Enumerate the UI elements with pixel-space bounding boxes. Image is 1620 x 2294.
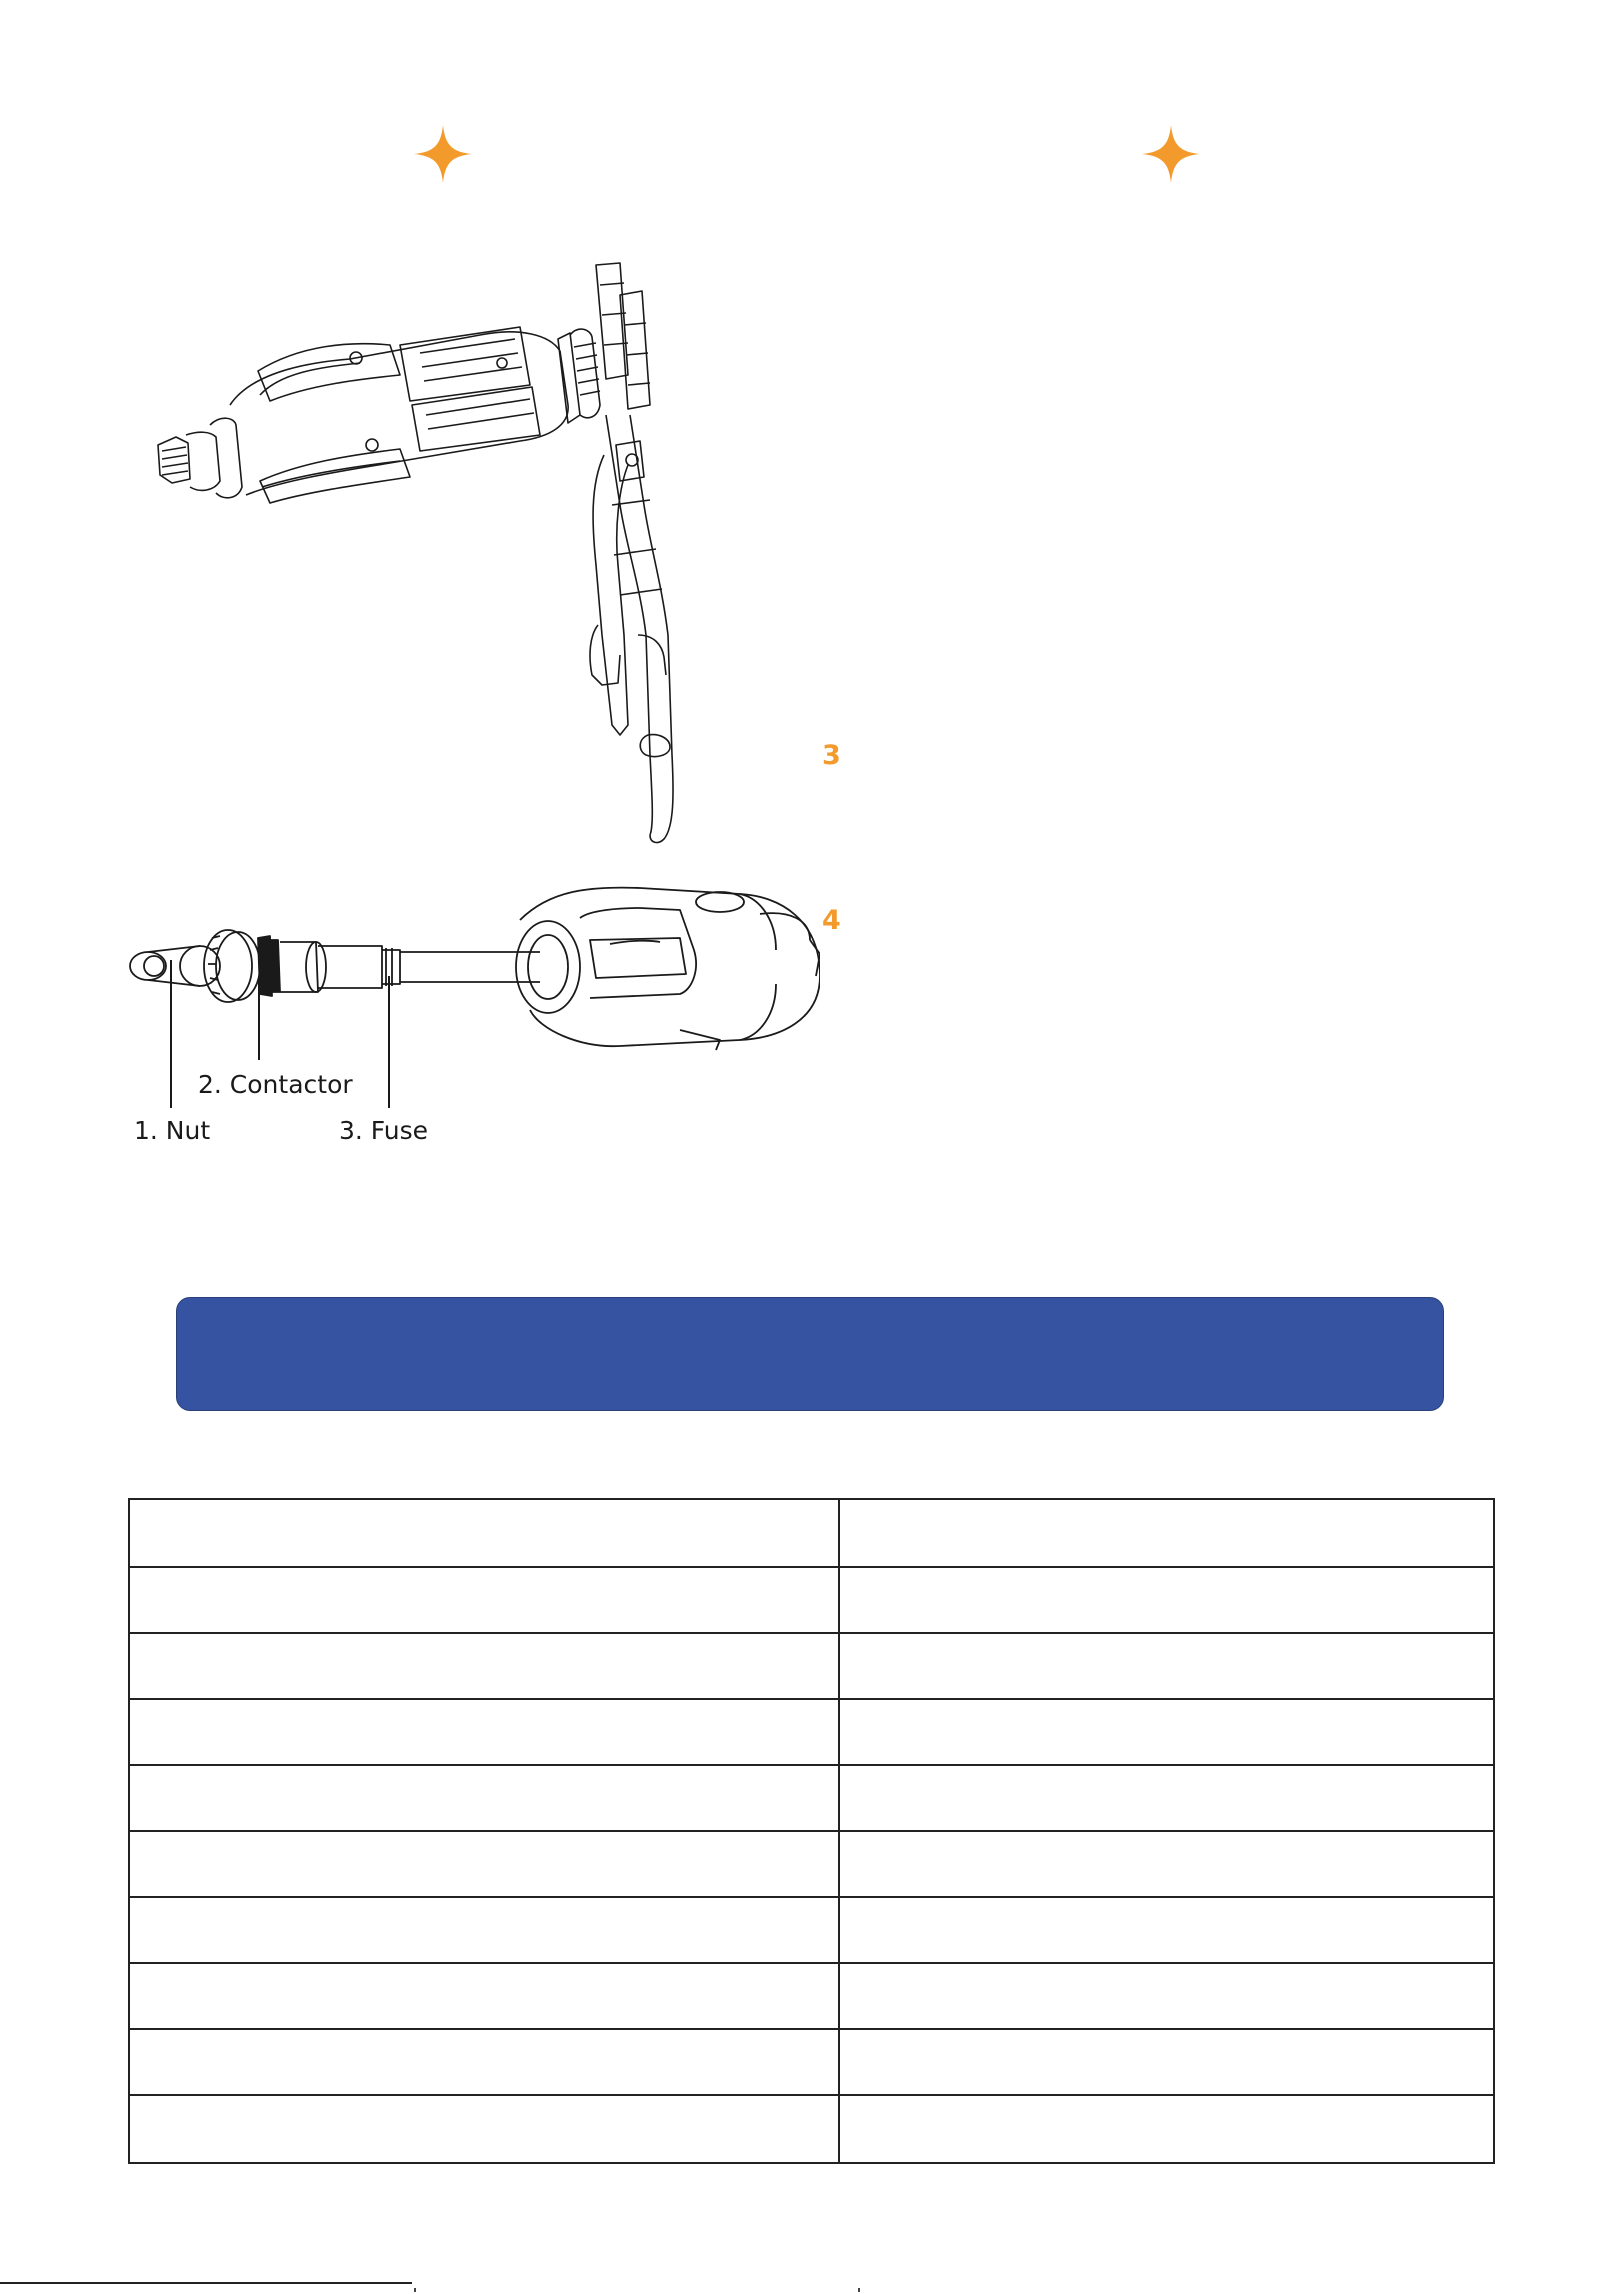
table-row [129, 1765, 1494, 1831]
leader-line-nut [170, 960, 172, 1108]
specification-table-body [129, 1499, 1494, 2163]
table-cell [839, 1831, 1494, 1897]
star-shape [1142, 125, 1200, 183]
step-number-3: 3 [822, 740, 841, 771]
plug-parts-illustration [120, 880, 820, 1060]
table-cell [129, 1699, 839, 1765]
table-cell [839, 1699, 1494, 1765]
star-icon [414, 125, 472, 183]
table-cell [129, 2029, 839, 2095]
specification-table [128, 1498, 1495, 2164]
table-row [129, 1699, 1494, 1765]
table-cell [129, 1831, 839, 1897]
star-shape [414, 125, 472, 183]
table-cell [839, 1567, 1494, 1633]
table-cell [839, 1765, 1494, 1831]
table-row [129, 2095, 1494, 2163]
table-cell [839, 2029, 1494, 2095]
table-cell [839, 2095, 1494, 2163]
table-row [129, 1499, 1494, 1567]
table-cell [129, 1897, 839, 1963]
section-banner [176, 1297, 1444, 1411]
step-number-4: 4 [822, 905, 841, 936]
part-label-nut: 1. Nut [134, 1116, 211, 1145]
footer-tick [858, 2288, 860, 2292]
table-row [129, 1633, 1494, 1699]
table-row [129, 1567, 1494, 1633]
part-label-fuse: 3. Fuse [339, 1116, 429, 1145]
table-cell [129, 1765, 839, 1831]
table-cell [129, 1963, 839, 2029]
table-row [129, 1831, 1494, 1897]
table-cell [839, 1963, 1494, 2029]
table-cell [129, 1499, 839, 1567]
leader-line-contactor [258, 980, 260, 1060]
part-label-contactor: 2. Contactor [198, 1070, 353, 1099]
table-cell [839, 1499, 1494, 1567]
table-row [129, 1897, 1494, 1963]
table-row [129, 1963, 1494, 2029]
footer-rule [0, 2282, 412, 2284]
table-cell [839, 1897, 1494, 1963]
plug-with-cable-illustration [150, 255, 710, 845]
table-cell [839, 1633, 1494, 1699]
leader-line-fuse [388, 976, 390, 1108]
footer-tick [414, 2288, 416, 2292]
table-cell [129, 1633, 839, 1699]
table-cell [129, 1567, 839, 1633]
table-row [129, 2029, 1494, 2095]
table-cell [129, 2095, 839, 2163]
star-icon [1142, 125, 1200, 183]
